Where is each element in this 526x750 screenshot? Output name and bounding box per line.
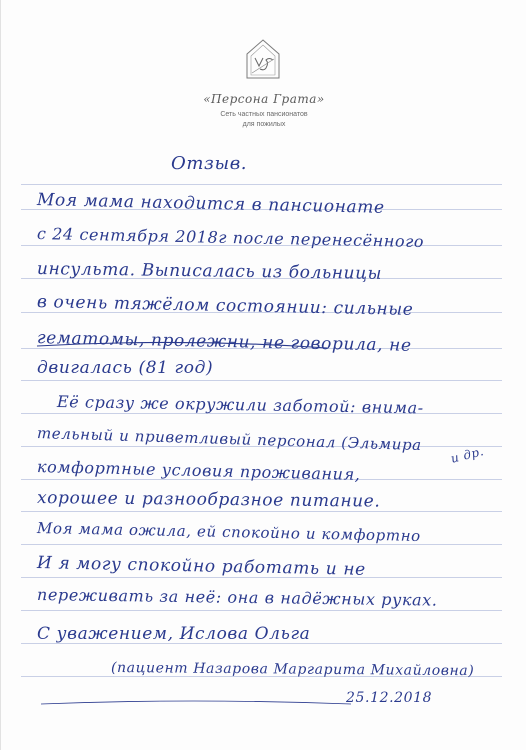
letter-line-2: с 24 сентября 2018г после перенесённого bbox=[36, 224, 425, 252]
underline-stroke bbox=[37, 342, 327, 348]
letter-line-5: гематомы, пролежни, не говорила, не bbox=[36, 328, 412, 356]
insert-note: и др. bbox=[449, 444, 486, 466]
brand-subtitle-line-1: Сеть частных пансионатов bbox=[220, 111, 308, 118]
letter-line-3: инсульта. Выписалась из больницы bbox=[36, 259, 383, 284]
letter-line-13: переживать за неё: она в надёжных руках. bbox=[36, 585, 438, 610]
handwriting-strokes bbox=[1, 0, 526, 750]
letter-line-11: Моя мама ожила, ей спокойно и комфортно bbox=[36, 519, 421, 546]
letter-line-7: Её сразу же окружили заботой: внима- bbox=[56, 392, 424, 418]
letter-closing: С уважением, Ислова Ольга bbox=[37, 624, 311, 644]
brand-subtitle-line-2: для пожилых bbox=[242, 121, 286, 128]
letter-line-4: в очень тяжёлом состоянии: сильные bbox=[36, 292, 414, 320]
letter-patient-note: (пациент Назарова Маргарита Михайловна) bbox=[110, 660, 475, 680]
letter-date: 25.12.2018 bbox=[346, 690, 433, 706]
letter-line-6: двигалась (81 год) bbox=[37, 358, 214, 378]
letter-line-1: Моя мама находится в пансионате bbox=[36, 190, 385, 218]
letter-line-12: И я могу спокойно работать и не bbox=[36, 553, 366, 580]
letter-line-10: хорошее и разнообразное питание. bbox=[36, 488, 381, 512]
letter-line-8: тельный и приветливый персонал (Эльмира bbox=[36, 424, 423, 455]
letter-title: Отзыв. bbox=[171, 153, 248, 174]
underline-stroke bbox=[41, 701, 351, 704]
brand-name: «Персона Грата» bbox=[203, 92, 325, 106]
letter-line-9: комфортные условия проживания, bbox=[36, 457, 361, 484]
